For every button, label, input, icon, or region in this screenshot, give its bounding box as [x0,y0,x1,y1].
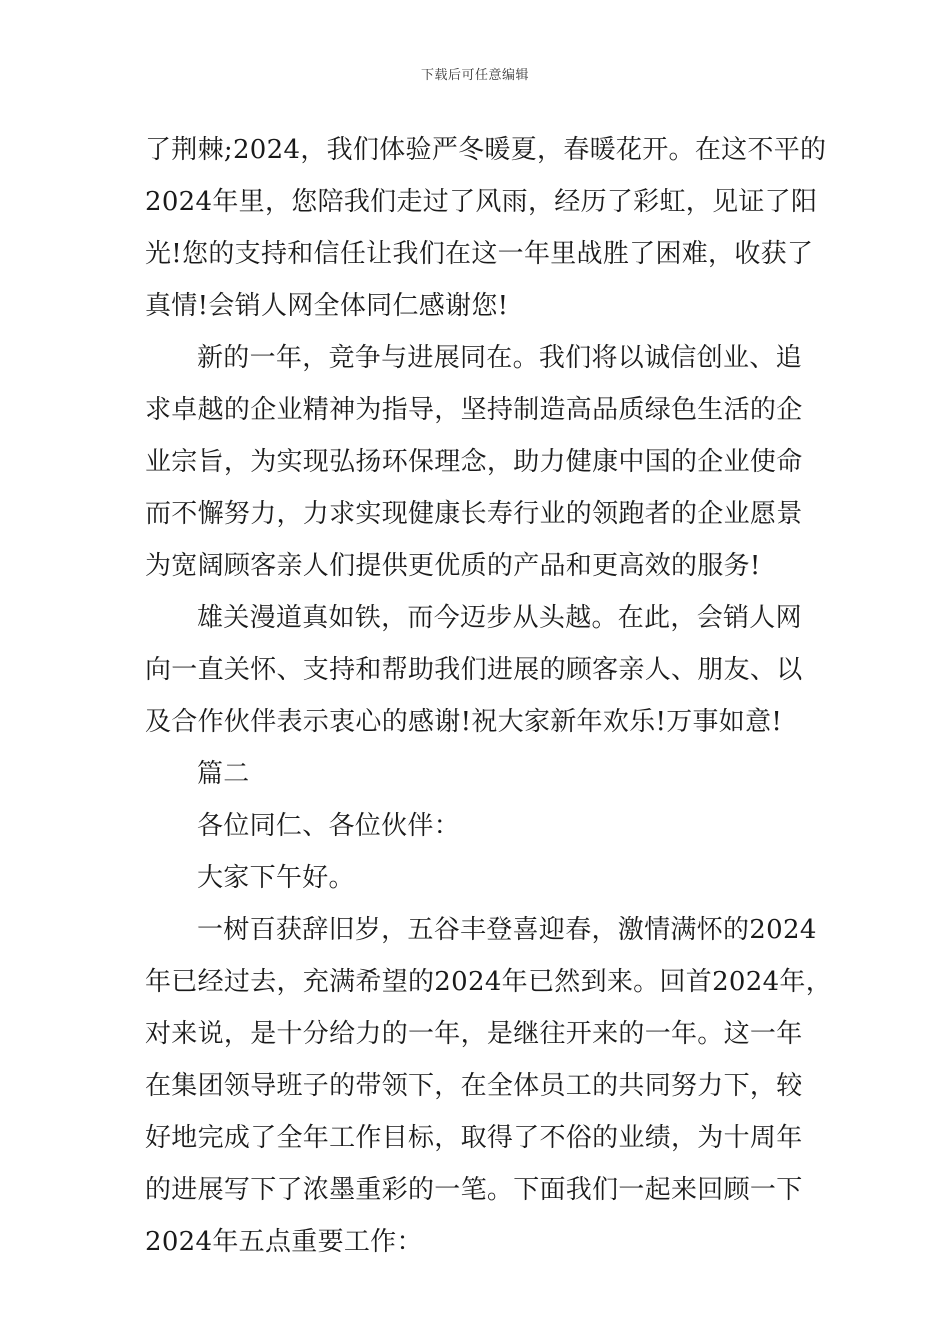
text-line: 真情!会销人网全体同仁感谢您! [145,291,509,321]
text-line: 了荆棘;2024，我们体验严冬暖夏，春暖花开。在这不平的 [145,135,827,165]
section-heading: 篇二 [197,759,250,789]
text-line: 而不懈努力，力求实现健康长寿行业的领跑者的企业愿景 [145,499,803,529]
text-line: 业宗旨，为实现弘扬环保理念，助力健康中国的企业使命 [145,447,803,477]
text-line: 新的一年，竞争与进展同在。我们将以诚信创业、追 [197,343,802,373]
text-line: 2024年五点重要工作： [145,1227,423,1257]
text-line: 对来说，是十分给力的一年，是继往开来的一年。这一年 [145,1019,803,1049]
text-line: 为宽阔顾客亲人们提供更优质的产品和更高效的服务! [145,551,761,581]
text-line: 向一直关怀、支持和帮助我们进展的顾客亲人、朋友、以 [145,655,803,685]
page-header: 下载后可任意编辑 [420,68,529,83]
document-body [145,124,833,1268]
text-line: 在集团领导班子的带领下，在全体员工的共同努力下，较 [145,1071,803,1101]
text-line: 2024年里，您陪我们走过了风雨，经历了彩虹，见证了阳 [145,187,818,217]
text-line: 及合作伙伴表示衷心的感谢!祝大家新年欢乐!万事如意! [145,707,783,737]
salutation: 各位同仁、各位伙伴： [197,811,461,841]
text-line: 的进展写下了浓墨重彩的一笔。下面我们一起来回顾一下 [145,1175,803,1205]
text-line: 光!您的支持和信任让我们在这一年里战胜了困难，收获了 [145,239,814,269]
text-line: 好地完成了全年工作目标，取得了不俗的业绩，为十周年 [145,1123,803,1153]
text-line: 年已经过去，充满希望的2024年已然到来。回首2024年， [145,967,833,997]
greeting: 大家下午好。 [197,863,355,893]
text-line: 求卓越的企业精神为指导，坚持制造高品质绿色生活的企 [145,395,803,425]
text-line: 雄关漫道真如铁，而今迈步从头越。在此，会销人网 [197,603,802,633]
text-line: 一树百获辞旧岁，五谷丰登喜迎春，激情满怀的2024 [197,915,817,945]
